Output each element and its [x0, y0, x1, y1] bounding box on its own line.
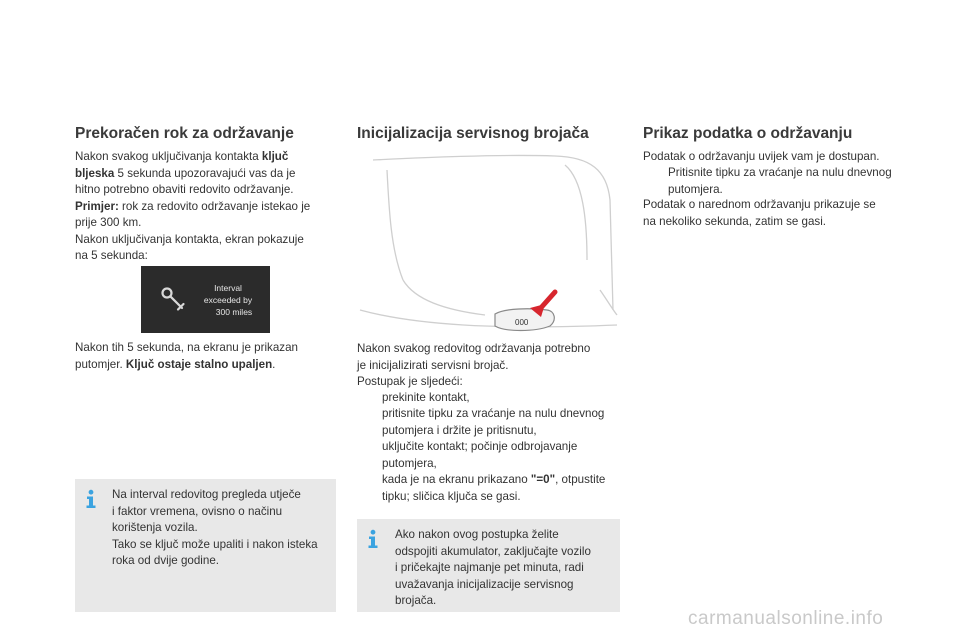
info-text-battery: Ako nakon ovog postupka želite odspojiti akumulator, zaključajte vozilo i pričekajte najmanje pet minuta, radi uvažavanja inicijalizacije servisnog brojača.	[395, 528, 591, 607]
info-box-battery	[357, 519, 620, 612]
reset-button-label: 000	[515, 318, 529, 327]
list-item: uključite kontakt; počinje odbrojavanje putomjera,	[382, 440, 578, 470]
overdue-paragraph: Nakon svakog uključivanja kontakta ključ bljeska 5 sekunda upozoravajući vas da je hitno potrebno obaviti redovito održavanje. Primjer: rok za redovito održavanje istekao je prije 300 km. Nakon uključivanja kontakta, ekran pokazuje na 5 sekunda:	[75, 150, 311, 262]
display-line-3: 300 miles	[215, 307, 253, 317]
watermark: carmanualsonline.info	[688, 608, 884, 629]
info-box-interval	[75, 479, 336, 612]
display-paragraph-1: Podatak o održavanju uvijek vam je dostupan.	[643, 150, 880, 163]
display-line-1: Interval	[214, 283, 242, 293]
reset-button-illustration	[355, 140, 625, 340]
info-icon	[365, 529, 381, 549]
section-heading-overdue: Prekoračen rok za održavanje	[75, 125, 294, 142]
section-heading-display: Prikaz podatka o održavanju	[643, 125, 853, 142]
list-item: pritisnite tipku za vraćanje na nulu dnevnog putomjera i držite je pritisnutu,	[382, 407, 605, 437]
list-item: prekinite kontakt,	[382, 391, 470, 404]
section-heading-reset: Inicijalizacija servisnog brojača	[357, 125, 589, 142]
wrench-icon	[159, 285, 187, 313]
list-item: kada je na ekranu prikazano "=0", otpustite tipku; sličica ključa se gasi.	[382, 473, 606, 503]
list-item: Pritisnite tipku za vraćanje na nulu dnevnog putomjera.	[668, 166, 892, 196]
display-paragraph-2: Podatak o narednom održavanju prikazuje se na nekoliko sekunda, zatim se gasi.	[643, 198, 876, 228]
display-line-2: exceeded by	[203, 295, 253, 305]
dashboard-display-image	[141, 266, 270, 333]
info-text-interval: Na interval redovitog pregleda utječe i faktor vremena, ovisno o načinu korištenja vozila. Tako se ključ može upaliti i nakon isteka roka od dvije godine.	[112, 488, 318, 567]
after-display-paragraph: Nakon tih 5 sekunda, na ekranu je prikazan putomjer. Ključ ostaje stalno upaljen.	[75, 341, 298, 371]
reset-intro-paragraph: Nakon svakog redovitog održavanja potrebno je inicijalizirati servisni brojač. Postupak je sljedeći:	[357, 342, 591, 388]
info-icon	[83, 489, 99, 509]
reset-button	[495, 309, 554, 331]
